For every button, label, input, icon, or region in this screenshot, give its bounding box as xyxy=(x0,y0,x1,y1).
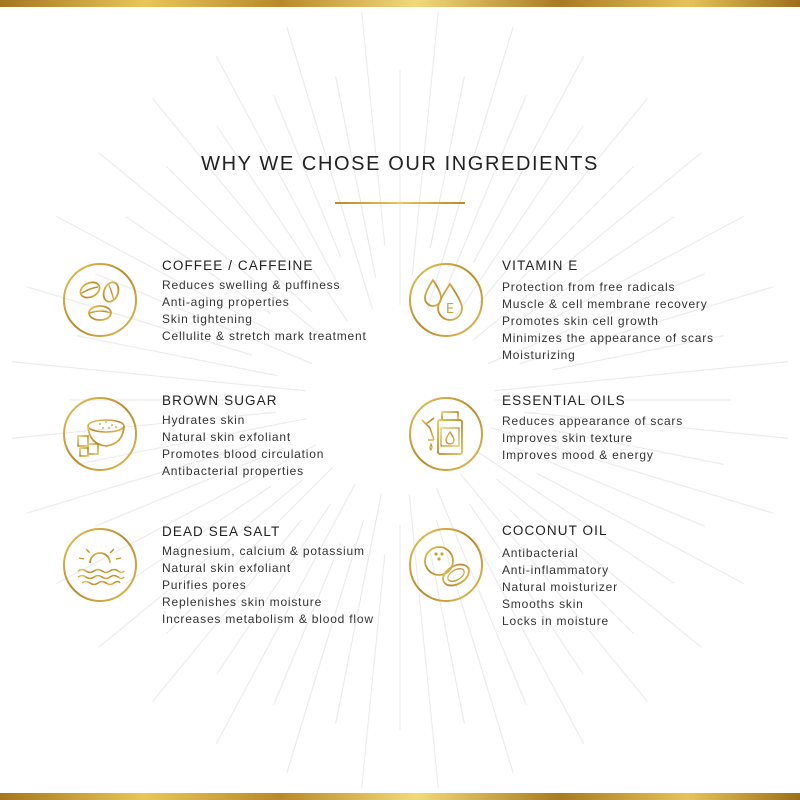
svg-text:E: E xyxy=(445,302,455,317)
benefit-item: Magnesium, calcium & potassium xyxy=(162,544,365,558)
benefit-item: Hydrates skin xyxy=(162,413,246,427)
benefits-list xyxy=(502,545,618,630)
title-underline xyxy=(335,202,465,204)
benefit-item: Promotes blood circulation xyxy=(162,447,325,461)
benefit-item: Natural skin exfoliant xyxy=(162,561,291,575)
ingredient-heading: DEAD SEA SALT xyxy=(162,524,281,539)
ingredient-heading: COFFEE / CAFFEINE xyxy=(162,258,314,273)
benefit-item: Reduces appearance of scars xyxy=(502,414,684,428)
benefits-list xyxy=(162,412,324,480)
benefit-item: Natural moisturizer xyxy=(502,580,618,594)
benefit-item: Replenishes skin moisture xyxy=(162,595,323,609)
benefit-item: Locks in moisture xyxy=(502,614,609,628)
benefit-item: Antibacterial properties xyxy=(162,464,304,478)
benefit-item: Skin tightening xyxy=(162,312,253,326)
sunburst-ray xyxy=(495,362,789,391)
sunburst-ray xyxy=(412,12,438,276)
benefit-item: Antibacterial xyxy=(502,546,579,560)
benefit-item: Protection from free radicals xyxy=(502,280,676,294)
ingredient-heading: COCONUT OIL xyxy=(502,523,608,538)
vitamin-e-drop-icon xyxy=(408,262,484,338)
benefit-item: Minimizes the appearance of scars xyxy=(502,331,714,345)
benefit-item: Anti-aging properties xyxy=(162,295,290,309)
bottom-gold-border xyxy=(0,793,800,800)
benefits-list xyxy=(162,277,367,345)
benefit-item: Purifies pores xyxy=(162,578,247,592)
benefit-item: Improves mood & energy xyxy=(502,448,654,462)
ingredient-heading: ESSENTIAL OILS xyxy=(502,393,626,408)
coconut-icon xyxy=(408,527,484,603)
benefit-item: Promotes skin cell growth xyxy=(502,314,659,328)
benefit-item: Anti-inflammatory xyxy=(502,563,609,577)
sunburst-ray xyxy=(362,12,385,246)
benefit-item: Muscle & cell membrane recovery xyxy=(502,297,708,311)
page-title: WHY WE CHOSE OUR INGREDIENTS xyxy=(201,153,599,175)
sunburst-ray xyxy=(153,99,302,281)
benefits-list xyxy=(502,279,714,364)
benefits-list xyxy=(162,543,374,628)
benefits-list xyxy=(502,413,683,464)
benefit-item: Smooths skin xyxy=(502,597,584,611)
oil-bottle-dropper-icon xyxy=(408,396,484,472)
sun-over-sea-icon xyxy=(62,527,138,603)
benefit-item: Natural skin exfoliant xyxy=(162,430,291,444)
benefit-item: Reduces swelling & puffiness xyxy=(162,278,341,292)
benefit-item: Cellulite & stretch mark treatment xyxy=(162,329,367,343)
ingredient-heading: VITAMIN E xyxy=(502,258,579,273)
ingredient-heading: BROWN SUGAR xyxy=(162,393,278,408)
sunburst-ray xyxy=(12,362,306,391)
sunburst-ray xyxy=(336,76,376,277)
benefit-item: Moisturizing xyxy=(502,348,576,362)
benefit-item: Increases metabolism & blood flow xyxy=(162,612,374,626)
coffee-beans-icon xyxy=(62,262,138,338)
sunburst-ray xyxy=(448,95,526,284)
sugar-bowl-icon xyxy=(62,396,138,472)
benefit-item: Improves skin texture xyxy=(502,431,633,445)
